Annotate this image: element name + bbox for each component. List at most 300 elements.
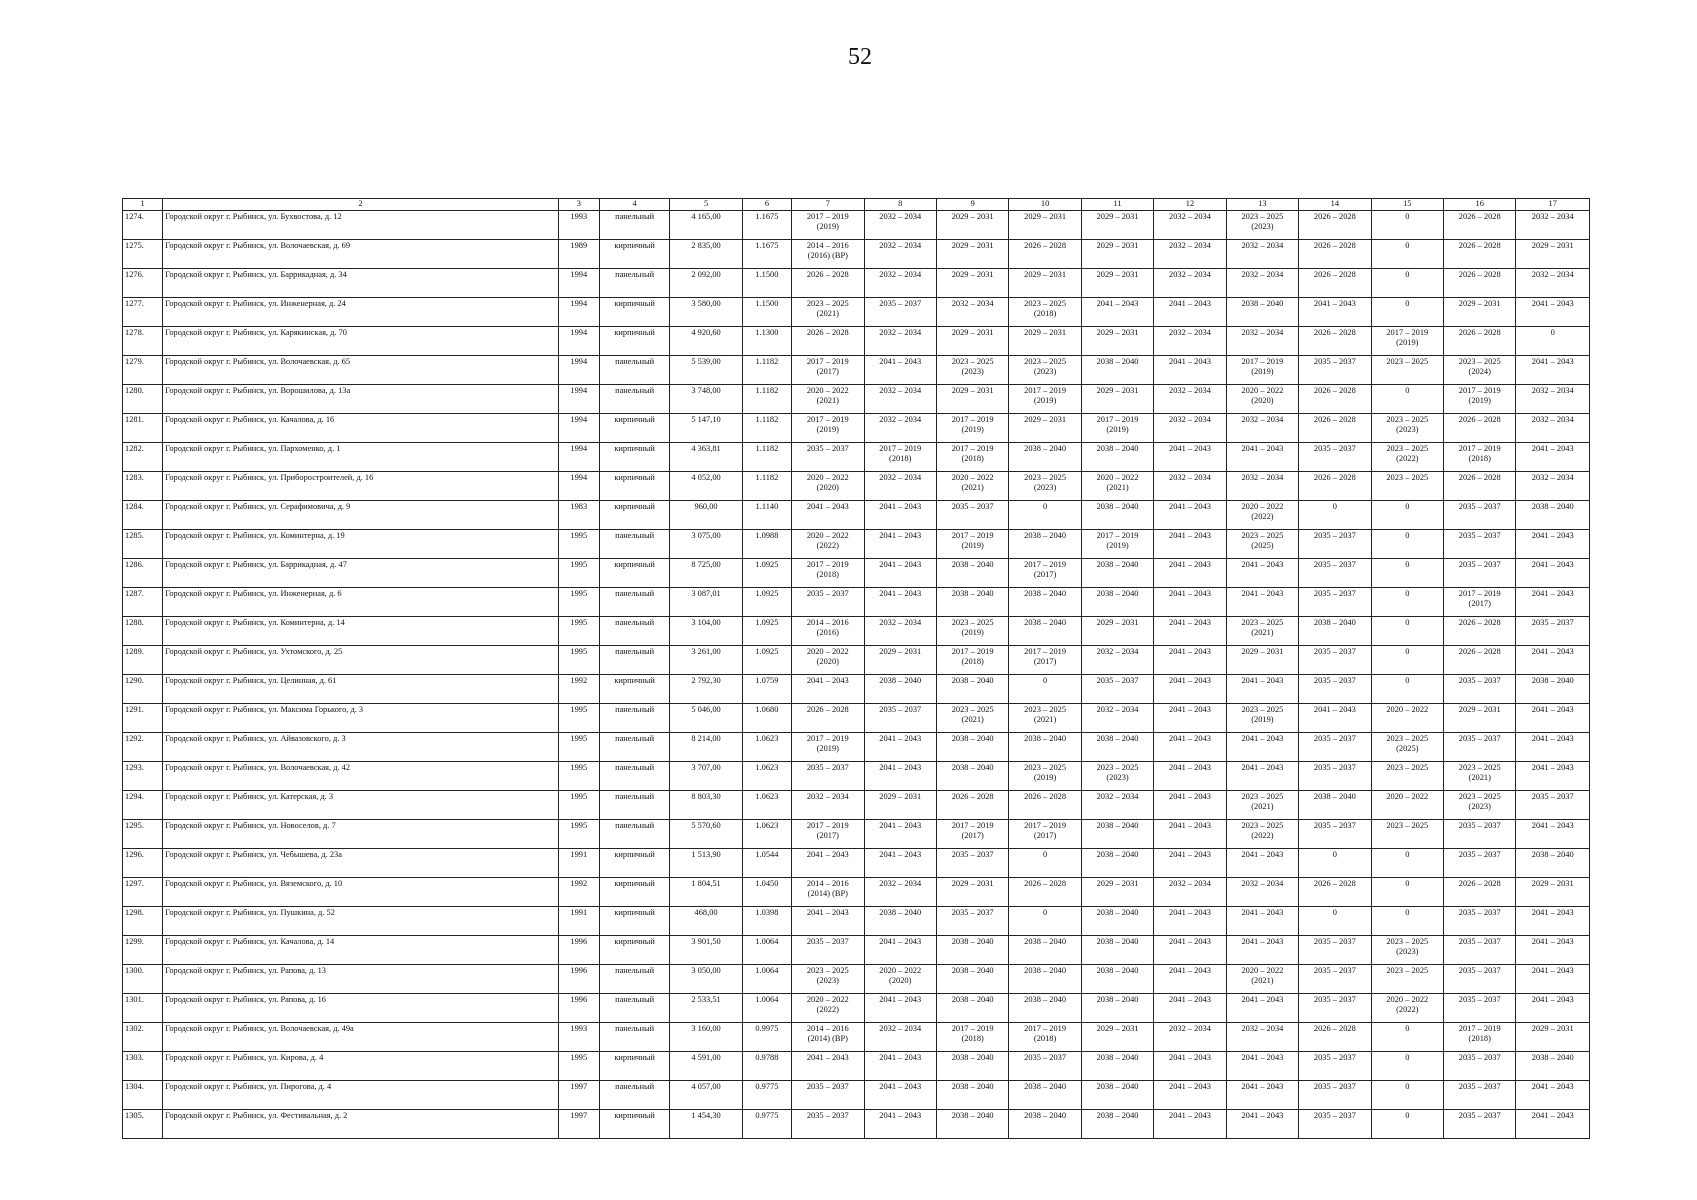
table-cell: 2035 – 2037: [792, 1110, 864, 1139]
table-cell: 4 591,00: [670, 1052, 742, 1081]
table-cell: 0: [1371, 1052, 1443, 1081]
address-cell: Городской округ г. Рыбинск, ул. Волочаевская, д. 42: [163, 762, 558, 791]
table-cell: 1996: [558, 994, 599, 1023]
table-cell: 0: [1299, 849, 1371, 878]
row-number-cell: 1293.: [123, 762, 163, 791]
table-cell: 2020 – 2022 (2022): [1371, 994, 1443, 1023]
table-row: [123, 878, 1590, 907]
column-header: 11: [1081, 199, 1153, 211]
table-cell: кирпичный: [599, 936, 669, 965]
table-cell: 3 707,00: [670, 762, 742, 791]
table-cell: 2023 – 2025: [1371, 356, 1443, 385]
table-cell: 2029 – 2031: [1081, 240, 1153, 269]
table-cell: 2020 – 2022 (2022): [792, 994, 864, 1023]
table-cell: 2032 – 2034: [1081, 646, 1153, 675]
table-cell: 2023 – 2025 (2019): [1226, 704, 1298, 733]
table-cell: 3 160,00: [670, 1023, 742, 1052]
column-header: 10: [1009, 199, 1081, 211]
table-cell: 2032 – 2034: [1154, 240, 1226, 269]
table-cell: 0: [1371, 675, 1443, 704]
address-cell: Городской округ г. Рыбинск, ул. Кирова, д. 4: [163, 1052, 558, 1081]
address-cell: Городской округ г. Рыбинск, ул. Коминтерна, д. 19: [163, 530, 558, 559]
table-cell: 2029 – 2031: [936, 385, 1008, 414]
table-cell: 0: [1371, 907, 1443, 936]
row-number-cell: 1302.: [123, 1023, 163, 1052]
table-cell: панельный: [599, 356, 669, 385]
column-header: 16: [1444, 199, 1516, 211]
table-row: [123, 704, 1590, 733]
table-cell: кирпичный: [599, 501, 669, 530]
table-cell: 2041 – 2043: [1516, 559, 1590, 588]
table-cell: 2035 – 2037: [936, 849, 1008, 878]
table-cell: 2035 – 2037: [1444, 675, 1516, 704]
table-cell: 2038 – 2040: [1081, 820, 1153, 849]
table-cell: панельный: [599, 646, 669, 675]
table-cell: 2023 – 2025 (2023): [1371, 414, 1443, 443]
table-row: [123, 936, 1590, 965]
table-cell: 2029 – 2031: [1081, 385, 1153, 414]
table-cell: 2041 – 2043: [1154, 298, 1226, 327]
table-cell: панельный: [599, 1023, 669, 1052]
table-cell: 1994: [558, 443, 599, 472]
table-cell: 2035 – 2037: [1444, 1081, 1516, 1110]
table-cell: 2017 – 2019 (2017): [936, 820, 1008, 849]
table-cell: 2038 – 2040: [1516, 849, 1590, 878]
table-cell: 2017 – 2019 (2017): [792, 356, 864, 385]
table-cell: панельный: [599, 530, 669, 559]
row-number-cell: 1289.: [123, 646, 163, 675]
table-cell: 2032 – 2034: [792, 791, 864, 820]
page-number: 52: [848, 44, 872, 70]
table-cell: 2041 – 2043: [864, 559, 936, 588]
table-cell: 2035 – 2037: [1299, 965, 1371, 994]
table-cell: 2038 – 2040: [1081, 1052, 1153, 1081]
table-cell: 0: [1371, 530, 1443, 559]
table-row: [123, 211, 1590, 240]
table-cell: 2023 – 2025: [1371, 820, 1443, 849]
table-cell: кирпичный: [599, 849, 669, 878]
table-cell: 2035 – 2037: [1444, 733, 1516, 762]
table-cell: 2041 – 2043: [1299, 704, 1371, 733]
table-cell: 2038 – 2040: [936, 994, 1008, 1023]
table-cell: 2 792,30: [670, 675, 742, 704]
table-cell: 2032 – 2034: [1154, 385, 1226, 414]
table-cell: 3 104,00: [670, 617, 742, 646]
table-cell: 2041 – 2043: [1154, 501, 1226, 530]
table-cell: 2041 – 2043: [792, 675, 864, 704]
table-cell: 2041 – 2043: [1516, 907, 1590, 936]
table-cell: 2035 – 2037: [792, 588, 864, 617]
column-header: 13: [1226, 199, 1298, 211]
address-cell: Городской округ г. Рыбинск, ул. Волочаевская, д. 49а: [163, 1023, 558, 1052]
address-cell: Городской округ г. Рыбинск, ул. Фестивальная, д. 2: [163, 1110, 558, 1139]
table-cell: 2026 – 2028: [1299, 327, 1371, 356]
table-cell: 2041 – 2043: [1226, 849, 1298, 878]
row-number-cell: 1285.: [123, 530, 163, 559]
table-cell: 5 570,60: [670, 820, 742, 849]
address-cell: Городской округ г. Рыбинск, ул. Рапова, д. 16: [163, 994, 558, 1023]
table-cell: 2035 – 2037: [1009, 1052, 1081, 1081]
table-cell: 2038 – 2040: [1081, 733, 1153, 762]
table-cell: 2035 – 2037: [1299, 675, 1371, 704]
table-cell: 2 835,00: [670, 240, 742, 269]
address-cell: Городской округ г. Рыбинск, ул. Качалова, д. 16: [163, 414, 558, 443]
table-cell: 2041 – 2043: [1516, 298, 1590, 327]
table-cell: 2023 – 2025 (2025): [1371, 733, 1443, 762]
table-cell: 2023 – 2025: [1371, 965, 1443, 994]
table-cell: 1.0398: [742, 907, 791, 936]
table-cell: 2020 – 2022: [1371, 704, 1443, 733]
table-cell: 2038 – 2040: [936, 1081, 1008, 1110]
address-cell: Городской округ г. Рыбинск, ул. Целинная, д. 61: [163, 675, 558, 704]
table-cell: 1.1182: [742, 472, 791, 501]
table-cell: 4 057,00: [670, 1081, 742, 1110]
table-cell: 1.1182: [742, 356, 791, 385]
table-cell: 4 920,60: [670, 327, 742, 356]
table-cell: 2038 – 2040: [1009, 588, 1081, 617]
table-cell: 0.9788: [742, 1052, 791, 1081]
table-cell: 5 046,00: [670, 704, 742, 733]
table-cell: 2038 – 2040: [1081, 588, 1153, 617]
table-cell: 2035 – 2037: [1299, 733, 1371, 762]
table-cell: 0.9775: [742, 1110, 791, 1139]
table-cell: 2029 – 2031: [1081, 269, 1153, 298]
table-cell: 2026 – 2028: [1444, 472, 1516, 501]
table-cell: 2032 – 2034: [864, 240, 936, 269]
table-cell: 2029 – 2031: [1081, 327, 1153, 356]
table-cell: 2041 – 2043: [1154, 1110, 1226, 1139]
table-cell: 2041 – 2043: [1154, 849, 1226, 878]
table-cell: 2041 – 2043: [1516, 356, 1590, 385]
table-cell: 1995: [558, 530, 599, 559]
row-number-cell: 1282.: [123, 443, 163, 472]
table-cell: 1995: [558, 733, 599, 762]
table-cell: 2041 – 2043: [1154, 820, 1226, 849]
table-cell: 2041 – 2043: [864, 501, 936, 530]
table-cell: 2035 – 2037: [1299, 443, 1371, 472]
table-cell: 2026 – 2028: [792, 327, 864, 356]
table-cell: 2026 – 2028: [1444, 878, 1516, 907]
column-header: 8: [864, 199, 936, 211]
table-row: [123, 820, 1590, 849]
table-cell: 0: [1371, 269, 1443, 298]
table-cell: 1.0759: [742, 675, 791, 704]
table-cell: 0: [1371, 588, 1443, 617]
table-cell: 1.0064: [742, 936, 791, 965]
table-cell: 3 580,00: [670, 298, 742, 327]
table-cell: 468,00: [670, 907, 742, 936]
table-row: [123, 443, 1590, 472]
table-cell: 1995: [558, 1052, 599, 1081]
table-cell: 2041 – 2043: [1154, 588, 1226, 617]
table-cell: 2029 – 2031: [1009, 327, 1081, 356]
column-header: 9: [936, 199, 1008, 211]
table-cell: кирпичный: [599, 327, 669, 356]
table-cell: панельный: [599, 762, 669, 791]
table-cell: 1.0925: [742, 646, 791, 675]
table-cell: 2035 – 2037: [1299, 1052, 1371, 1081]
table-cell: 1.1500: [742, 269, 791, 298]
table-cell: 4 165,00: [670, 211, 742, 240]
table-cell: 2035 – 2037: [1299, 1110, 1371, 1139]
table-cell: 2038 – 2040: [1081, 443, 1153, 472]
table-cell: 2032 – 2034: [1226, 414, 1298, 443]
table-cell: 2032 – 2034: [864, 414, 936, 443]
table-cell: 2035 – 2037: [1299, 820, 1371, 849]
table-cell: 2035 – 2037: [1444, 936, 1516, 965]
table-cell: 1.0680: [742, 704, 791, 733]
table-cell: 1995: [558, 588, 599, 617]
table-cell: 2041 – 2043: [1516, 704, 1590, 733]
table-cell: 2035 – 2037: [792, 936, 864, 965]
address-cell: Городской округ г. Рыбинск, ул. Ворошилова, д. 13а: [163, 385, 558, 414]
table-cell: 2023 – 2025 (2023): [1371, 936, 1443, 965]
table-row: [123, 849, 1590, 878]
table-cell: 2029 – 2031: [1444, 298, 1516, 327]
table-cell: 2020 – 2022: [1371, 791, 1443, 820]
table-cell: 2032 – 2034: [864, 327, 936, 356]
table-cell: панельный: [599, 588, 669, 617]
table-cell: 2032 – 2034: [864, 878, 936, 907]
table-cell: 1 513,90: [670, 849, 742, 878]
table-cell: 0: [1009, 501, 1081, 530]
table-cell: 2035 – 2037: [1444, 907, 1516, 936]
table-cell: 8 725,00: [670, 559, 742, 588]
table-row: [123, 501, 1590, 530]
table-cell: 1.1182: [742, 414, 791, 443]
table-cell: 2038 – 2040: [1081, 1110, 1153, 1139]
table-cell: 2041 – 2043: [864, 820, 936, 849]
column-header: 3: [558, 199, 599, 211]
table-cell: 2029 – 2031: [936, 327, 1008, 356]
table-row: [123, 269, 1590, 298]
row-number-cell: 1288.: [123, 617, 163, 646]
table-cell: 3 050,00: [670, 965, 742, 994]
table-cell: 1.1300: [742, 327, 791, 356]
table-cell: 2032 – 2034: [1154, 327, 1226, 356]
table-row: [123, 327, 1590, 356]
table-cell: 2017 – 2019 (2019): [1009, 385, 1081, 414]
table-cell: 2020 – 2022 (2021): [1226, 965, 1298, 994]
table-cell: 2038 – 2040: [1009, 733, 1081, 762]
table-row: [123, 414, 1590, 443]
table-cell: 2038 – 2040: [1299, 617, 1371, 646]
table-cell: 1983: [558, 501, 599, 530]
column-header: 2: [163, 199, 558, 211]
table-cell: 2041 – 2043: [1226, 994, 1298, 1023]
table-cell: 2035 – 2037: [1299, 994, 1371, 1023]
table-cell: 1.1182: [742, 443, 791, 472]
address-cell: Городской округ г. Рыбинск, ул. Коминтерна, д. 14: [163, 617, 558, 646]
table-cell: 2041 – 2043: [1226, 588, 1298, 617]
table-cell: 5 539,00: [670, 356, 742, 385]
table-row: [123, 965, 1590, 994]
table-row: [123, 530, 1590, 559]
table-cell: 2032 – 2034: [1154, 878, 1226, 907]
table-cell: 2026 – 2028: [1009, 240, 1081, 269]
row-number-cell: 1298.: [123, 907, 163, 936]
address-cell: Городской округ г. Рыбинск, ул. Приборостроителей, д. 16: [163, 472, 558, 501]
table-cell: 2035 – 2037: [1299, 1081, 1371, 1110]
table-row: [123, 385, 1590, 414]
table-cell: 2023 – 2025 (2021): [1444, 762, 1516, 791]
table-cell: 2041 – 2043: [1081, 298, 1153, 327]
table-cell: 1996: [558, 965, 599, 994]
table-cell: 1.0925: [742, 588, 791, 617]
table-cell: кирпичный: [599, 1052, 669, 1081]
table-cell: 2017 – 2019 (2019): [1444, 385, 1516, 414]
table-cell: 2041 – 2043: [1154, 356, 1226, 385]
table-cell: 2041 – 2043: [1516, 762, 1590, 791]
table-cell: 2041 – 2043: [1226, 1110, 1298, 1139]
row-number-cell: 1287.: [123, 588, 163, 617]
table-cell: 2041 – 2043: [1516, 820, 1590, 849]
table-cell: 1.0623: [742, 733, 791, 762]
table-cell: 2041 – 2043: [1516, 733, 1590, 762]
row-number-cell: 1277.: [123, 298, 163, 327]
table-cell: 2020 – 2022 (2021): [1081, 472, 1153, 501]
table-cell: 1.1182: [742, 385, 791, 414]
table-cell: 2014 – 2016 (2014) (ВР): [792, 878, 864, 907]
row-number-cell: 1291.: [123, 704, 163, 733]
table-cell: 2023 – 2025 (2023): [1009, 356, 1081, 385]
table-cell: 2041 – 2043: [1226, 675, 1298, 704]
table-cell: 3 901,50: [670, 936, 742, 965]
table-cell: 2035 – 2037: [936, 907, 1008, 936]
table-cell: 1991: [558, 907, 599, 936]
table-cell: панельный: [599, 733, 669, 762]
address-cell: Городской округ г. Рыбинск, ул. Пирогова, д. 4: [163, 1081, 558, 1110]
table-cell: 2029 – 2031: [1081, 211, 1153, 240]
column-header: 4: [599, 199, 669, 211]
table-cell: панельный: [599, 820, 669, 849]
table-cell: 1.0064: [742, 994, 791, 1023]
table-cell: 2032 – 2034: [864, 617, 936, 646]
table-cell: панельный: [599, 1081, 669, 1110]
address-cell: Городской округ г. Рыбинск, ул. Максима Горького, д. 3: [163, 704, 558, 733]
table-cell: 1993: [558, 1023, 599, 1052]
table-cell: 2032 – 2034: [1516, 269, 1590, 298]
table-cell: панельный: [599, 385, 669, 414]
table-cell: 0: [1299, 907, 1371, 936]
table-cell: 2041 – 2043: [864, 356, 936, 385]
table-cell: 4 052,00: [670, 472, 742, 501]
table-cell: 2017 – 2019 (2017): [1009, 559, 1081, 588]
table-cell: 3 075,00: [670, 530, 742, 559]
table-cell: 1994: [558, 385, 599, 414]
table-cell: 2017 – 2019 (2019): [792, 733, 864, 762]
table-cell: 2029 – 2031: [1516, 878, 1590, 907]
row-number-cell: 1305.: [123, 1110, 163, 1139]
table-cell: 2038 – 2040: [1009, 994, 1081, 1023]
table-cell: 2035 – 2037: [1444, 1110, 1516, 1139]
table-cell: 2041 – 2043: [1154, 530, 1226, 559]
address-cell: Городской округ г. Рыбинск, ул. Качалова, д. 14: [163, 936, 558, 965]
table-cell: 2014 – 2016 (2016): [792, 617, 864, 646]
table-cell: 2032 – 2034: [864, 269, 936, 298]
table-cell: 2023 – 2025 (2024): [1444, 356, 1516, 385]
table-cell: 2023 – 2025 (2023): [792, 965, 864, 994]
table-cell: 2035 – 2037: [1444, 559, 1516, 588]
table-cell: 2041 – 2043: [1516, 965, 1590, 994]
table-cell: 2032 – 2034: [1516, 414, 1590, 443]
table-cell: 2041 – 2043: [1516, 1081, 1590, 1110]
table-cell: 2032 – 2034: [1516, 472, 1590, 501]
table-cell: 2038 – 2040: [1081, 965, 1153, 994]
table-row: [123, 617, 1590, 646]
table-cell: 2041 – 2043: [1516, 443, 1590, 472]
table-cell: 0: [1371, 385, 1443, 414]
table-cell: 2023 – 2025 (2019): [1009, 762, 1081, 791]
table-cell: 2041 – 2043: [792, 501, 864, 530]
row-number-cell: 1283.: [123, 472, 163, 501]
table-cell: 2041 – 2043: [1516, 530, 1590, 559]
table-cell: 0: [1371, 849, 1443, 878]
table-cell: 2026 – 2028: [1299, 414, 1371, 443]
table-cell: 2041 – 2043: [1154, 762, 1226, 791]
table-cell: 2026 – 2028: [936, 791, 1008, 820]
address-cell: Городской округ г. Рыбинск, ул. Пушкина, д. 52: [163, 907, 558, 936]
table-cell: 2041 – 2043: [1226, 936, 1298, 965]
table-cell: 2041 – 2043: [1154, 675, 1226, 704]
table-cell: 2029 – 2031: [1516, 1023, 1590, 1052]
table-cell: 1.0450: [742, 878, 791, 907]
table-cell: 2026 – 2028: [1299, 240, 1371, 269]
table-cell: 2041 – 2043: [864, 1052, 936, 1081]
table-cell: 2035 – 2037: [1299, 646, 1371, 675]
table-row: [123, 1023, 1590, 1052]
table-cell: 2023 – 2025 (2018): [1009, 298, 1081, 327]
table-cell: панельный: [599, 269, 669, 298]
table-cell: 2032 – 2034: [1081, 791, 1153, 820]
table-cell: 2041 – 2043: [864, 1081, 936, 1110]
row-number-cell: 1275.: [123, 240, 163, 269]
table-row: [123, 994, 1590, 1023]
table-cell: 0: [1371, 1081, 1443, 1110]
table-cell: 2032 – 2034: [1516, 211, 1590, 240]
row-number-cell: 1301.: [123, 994, 163, 1023]
table-cell: 2017 – 2019 (2018): [1444, 1023, 1516, 1052]
table-cell: 0: [1009, 849, 1081, 878]
table-cell: 2038 – 2040: [1009, 1081, 1081, 1110]
table-row: [123, 240, 1590, 269]
table-cell: 2023 – 2025 (2023): [1444, 791, 1516, 820]
table-cell: 2020 – 2022 (2022): [792, 530, 864, 559]
table-cell: 2035 – 2037: [792, 762, 864, 791]
table-cell: 2026 – 2028: [792, 269, 864, 298]
table-cell: 2014 – 2016 (2014) (ВР): [792, 1023, 864, 1052]
address-cell: Городской округ г. Рыбинск, ул. Серафимовича, д. 9: [163, 501, 558, 530]
table-cell: панельный: [599, 704, 669, 733]
table-cell: 0: [1371, 617, 1443, 646]
table-cell: 2035 – 2037: [1444, 820, 1516, 849]
table-cell: кирпичный: [599, 298, 669, 327]
table-cell: 2020 – 2022 (2020): [1226, 385, 1298, 414]
table-cell: 2035 – 2037: [1444, 994, 1516, 1023]
table-cell: 2026 – 2028: [1299, 472, 1371, 501]
table-cell: 1995: [558, 762, 599, 791]
table-cell: 2038 – 2040: [936, 588, 1008, 617]
table-cell: 2023 – 2025 (2019): [936, 617, 1008, 646]
table-cell: 1997: [558, 1081, 599, 1110]
table-cell: 2038 – 2040: [1009, 617, 1081, 646]
table-cell: кирпичный: [599, 240, 669, 269]
table-row: [123, 559, 1590, 588]
table-cell: 0: [1371, 240, 1443, 269]
table-cell: 2032 – 2034: [1226, 878, 1298, 907]
address-cell: Городской округ г. Рыбинск, ул. Карякинская, д. 70: [163, 327, 558, 356]
table-cell: 2023 – 2025 (2022): [1371, 443, 1443, 472]
